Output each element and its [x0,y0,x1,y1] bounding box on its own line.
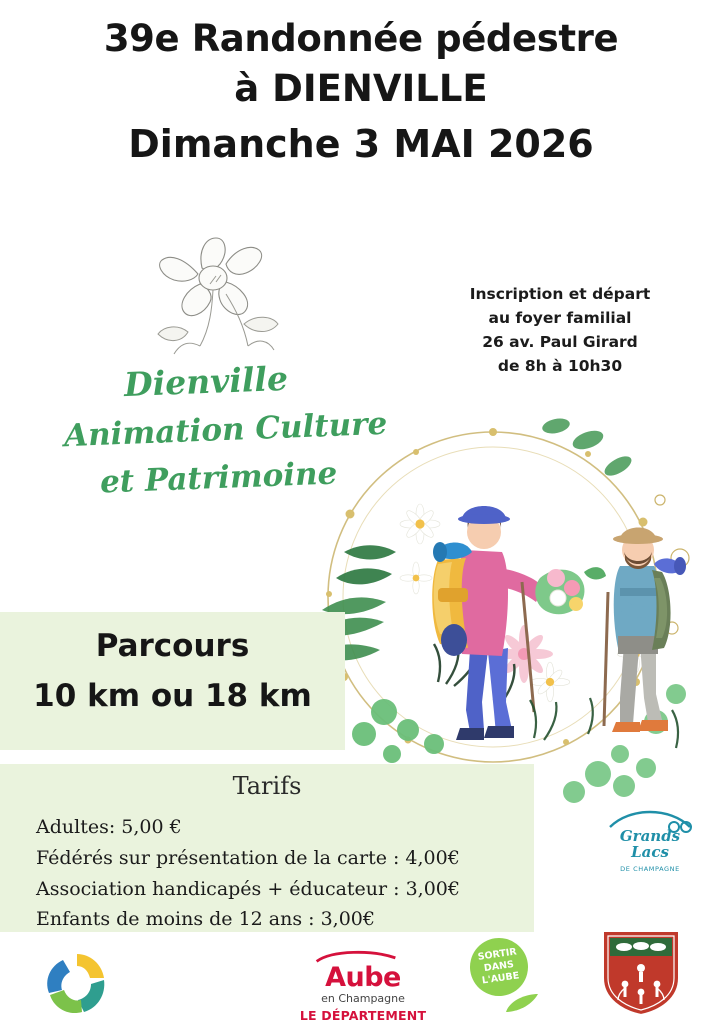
assoc-line-2: Animation Culture [63,405,388,455]
aube-department-label: LE DÉPARTEMENT [299,1008,427,1023]
tarifs-panel [0,764,534,932]
title-line-1: 39e Randonnée pédestre [103,17,619,60]
tarif-row: Association handicapés + éducateur : 3,00€ [36,877,460,900]
hiker-woman-icon [432,506,606,740]
footer-logos [0,924,722,1024]
association-logo [52,360,412,520]
flower-drawing-icon [140,228,310,368]
sortir-dans-laube-logo [470,938,542,1010]
info-line-3: 26 av. Paul Girard [482,333,638,352]
aube-subtitle: en Champagne [321,992,405,1005]
tarifs-title: Tarifs [232,772,302,800]
town-coat-of-arms-icon [598,926,684,1018]
registration-info [430,282,690,378]
leaf-icon [504,990,544,1014]
title-line-2: à DIENVILLE [234,66,488,110]
poster-title [0,18,722,173]
assoc-line-3: et Patrimoine [99,455,338,501]
tarif-row: Fédérés sur présentation de la carte : 4,00€ [36,846,460,869]
aube-wordmark: Aube [325,962,401,993]
grands-lacs-swoosh-icon [604,801,696,835]
sortir-line-1: SORTIR [477,946,518,963]
tarif-row: Enfants de moins de 12 ans : 3,00€ [36,908,375,931]
title-line-3: Dimanche 3 MAI 2026 [128,122,594,167]
parcours-panel [0,612,345,750]
sortir-line-3: L'AUBE [481,970,520,987]
parcours-title: Parcours [95,628,250,664]
aube-departement-logo [288,950,438,1023]
tarif-row: Adultes: 5,00 € [36,816,182,838]
info-line-2: au foyer familial [488,309,632,328]
recycling-logo-icon [44,950,110,1016]
grands-lacs-line-3: DE CHAMPAGNE [620,864,680,873]
parcours-distances: 10 km ou 18 km [33,678,312,714]
info-line-1: Inscription et départ [469,285,651,303]
grands-lacs-badge [604,805,696,883]
tarifs-list [36,812,534,935]
info-line-4: de 8h à 10h30 [497,357,623,376]
sortir-line-2: DANS [483,959,515,975]
grands-lacs-line-1: Grands [619,827,681,845]
grands-lacs-line-2: Lacs [631,842,669,861]
assoc-line-1: Dienville [123,358,289,405]
